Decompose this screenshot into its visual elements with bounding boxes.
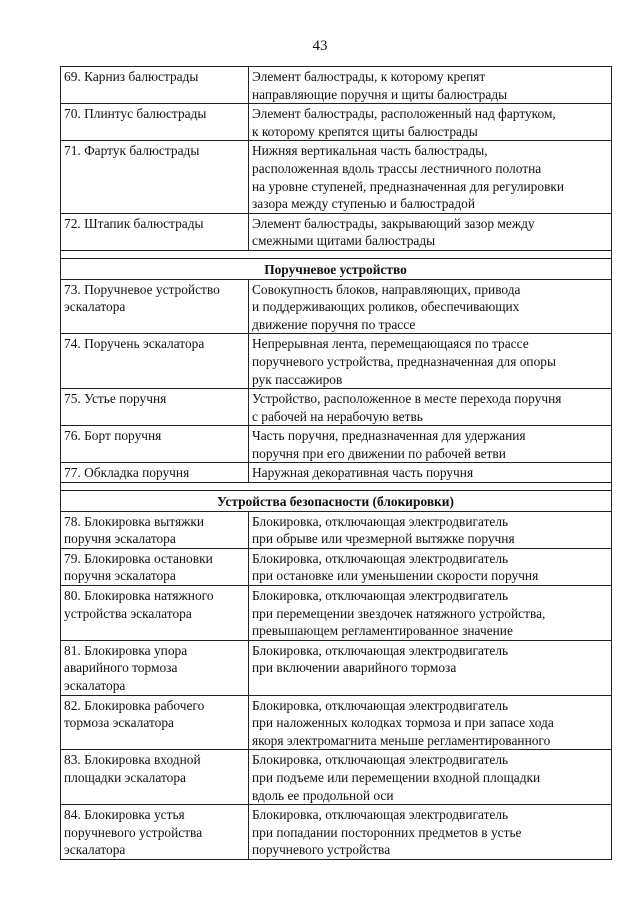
table-row xyxy=(61,750,612,805)
section-spacer-cell xyxy=(61,250,612,258)
terms-table xyxy=(60,66,612,860)
definition-cell: Блокировка, отключающая электродвигатель при перемещении звездочек натяжного устройства, превышающем регламентированное значение xyxy=(249,586,612,641)
section-header-row xyxy=(61,491,612,512)
table-row xyxy=(61,426,612,463)
definition-cell: Блокировка, отключающая электродвигатель при включении аварийного тормоза xyxy=(249,640,612,695)
definition-cell: Блокировка, отключающая электродвигатель при попадании посторонних предметов в устье поручневого устройства xyxy=(249,805,612,860)
term-cell: 82. Блокировка рабочего тормоза эскалатора xyxy=(61,695,249,750)
definition-cell: Элемент балюстрады, расположенный над фартуком, к которому крепятся щиты балюстрады xyxy=(249,104,612,141)
table-row xyxy=(61,213,612,250)
table-row xyxy=(61,279,612,334)
definition-cell: Блокировка, отключающая электродвигатель при обрыве или чрезмерной вытяжке поручня xyxy=(249,511,612,548)
term-cell: 81. Блокировка упора аварийного тормоза эскалатора xyxy=(61,640,249,695)
term-cell: 79. Блокировка остановки поручня эскалатора xyxy=(61,548,249,585)
section-spacer xyxy=(61,483,612,491)
table-row xyxy=(61,141,612,213)
definition-cell: Часть поручня, предназначенная для удержания поручня при его движении по рабочей ветви xyxy=(249,426,612,463)
term-cell: 70. Плинтус балюстрады xyxy=(61,104,249,141)
terms-table-body xyxy=(61,67,612,860)
term-cell: 84. Блокировка устья поручневого устройства эскалатора xyxy=(61,805,249,860)
term-cell: 72. Штапик балюстрады xyxy=(61,213,249,250)
term-cell: 76. Борт поручня xyxy=(61,426,249,463)
table-row xyxy=(61,334,612,389)
table-row xyxy=(61,586,612,641)
term-cell: 77. Обкладка поручня xyxy=(61,463,249,483)
term-cell: 78. Блокировка вытяжки поручня эскалатора xyxy=(61,511,249,548)
page-number: 43 xyxy=(312,38,328,54)
term-cell: 69. Карниз балюстрады xyxy=(61,67,249,104)
table-row xyxy=(61,67,612,104)
section-title: Поручневое устройство xyxy=(61,258,612,279)
term-cell: 80. Блокировка натяжного устройства эскалатора xyxy=(61,586,249,641)
definition-cell: Блокировка, отключающая электродвигатель при остановке или уменьшении скорости поручня xyxy=(249,548,612,585)
definition-cell: Наружная декоративная часть поручня xyxy=(249,463,612,483)
definition-cell: Элемент балюстрады, закрывающий зазор между смежными щитами балюстрады xyxy=(249,213,612,250)
table-row xyxy=(61,548,612,585)
term-cell: 83. Блокировка входной площадки эскалатора xyxy=(61,750,249,805)
definition-cell: Блокировка, отключающая электродвигатель при наложенных колодках тормоза и при запасе хода якоря электромагнита меньше регламентированного xyxy=(249,695,612,750)
definition-cell: Нижняя вертикальная часть балюстрады, расположенная вдоль трассы лестничного полотна на уровне ступеней, предназначенная для регулировки зазора между ступенью и балюстрадой xyxy=(249,141,612,213)
section-spacer xyxy=(61,250,612,258)
definition-cell: Устройство, расположенное в месте перехода поручня с рабочей на нерабочую ветвь xyxy=(249,389,612,426)
term-cell: 73. Поручневое устройство эскалатора xyxy=(61,279,249,334)
table-row xyxy=(61,463,612,483)
term-cell: 71. Фартук балюстрады xyxy=(61,141,249,213)
definition-cell: Элемент балюстрады, к которому крепят направляющие поручня и щиты балюстрады xyxy=(249,67,612,104)
section-spacer-cell xyxy=(61,483,612,491)
table-row xyxy=(61,389,612,426)
definition-cell: Совокупность блоков, направляющих, привода и поддерживающих роликов, обеспечивающих движение поручня по трассе xyxy=(249,279,612,334)
definition-cell: Непрерывная лента, перемещающаяся по трассе поручневого устройства, предназначенная для опоры рук пассажиров xyxy=(249,334,612,389)
definition-cell: Блокировка, отключающая электродвигатель при подъеме или перемещении входной площадки вдоль ее продольной оси xyxy=(249,750,612,805)
term-cell: 75. Устье поручня xyxy=(61,389,249,426)
table-row xyxy=(61,511,612,548)
table-row xyxy=(61,104,612,141)
table-row xyxy=(61,695,612,750)
table-row xyxy=(61,640,612,695)
term-cell: 74. Поручень эскалатора xyxy=(61,334,249,389)
section-header-row xyxy=(61,258,612,279)
section-title: Устройства безопасности (блокировки) xyxy=(61,491,612,512)
table-row xyxy=(61,805,612,860)
